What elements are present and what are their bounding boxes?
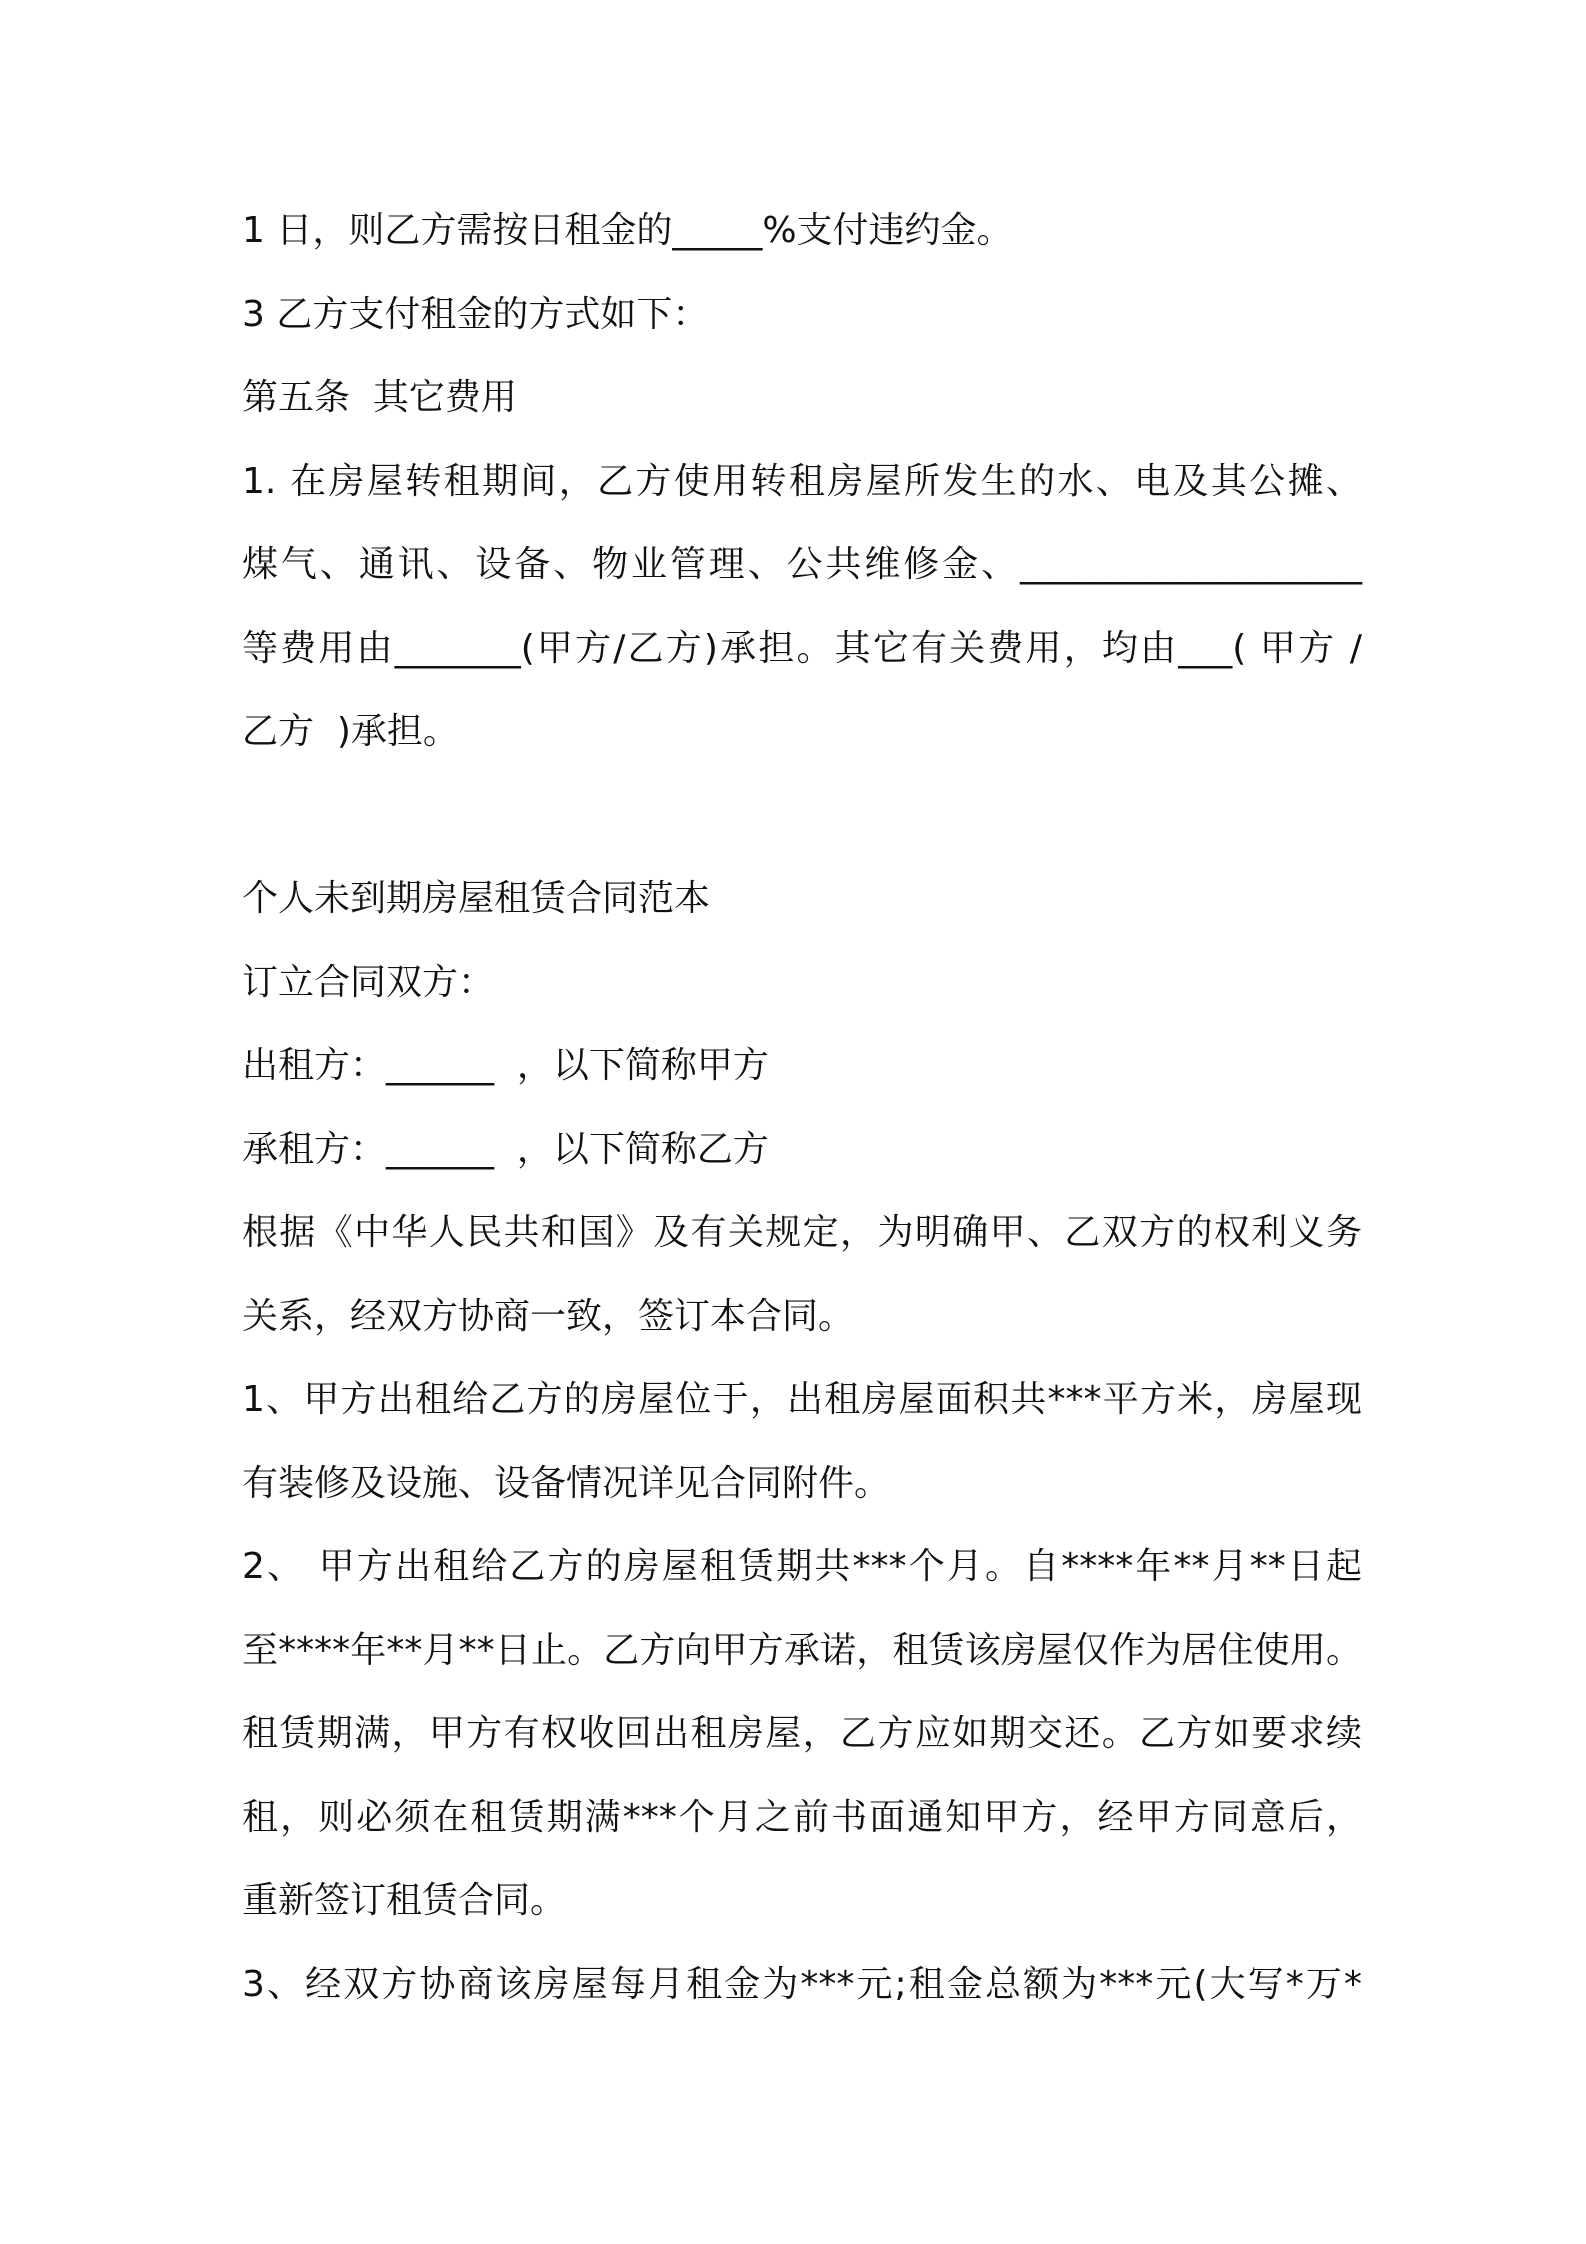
text-line: 等费用由_______(甲方/乙方)承担。其它有关费用，均由___( 甲方 /: [242, 627, 1362, 669]
contract-text: [242, 200, 1362, 2037]
text-line: 2、 甲方出租给乙方的房屋租赁期共***个月。自****年**月**日起: [242, 1546, 1362, 1587]
text-line: 1 日，则乙方需按日租金的_____%支付违约金。: [242, 210, 1013, 251]
contract-title: 个人未到期房屋租赁合同范本: [242, 878, 711, 919]
text-line: 重新签订租赁合同。: [242, 1880, 567, 1921]
text-line: 3、经双方协商该房屋每月租金为***元;租金总额为***元(大写*万*: [242, 1963, 1362, 2005]
blank-line: [242, 785, 1362, 869]
text-line: 乙方 )承担。: [242, 711, 459, 752]
text-line: 煤气、通讯、设备、物业管理、公共维修金、___________________: [242, 544, 1362, 585]
text-line: 1. 在房屋转租期间，乙方使用转租房屋所发生的水、电及其公摊、: [242, 460, 1362, 502]
lessee-line: 承租方：______ ，以下简称乙方: [242, 1128, 769, 1170]
text-line: 有装修及设施、设备情况详见合同附件。: [242, 1462, 891, 1504]
text-line: 至****年**月**日止。乙方向甲方承诺，租赁该房屋仅作为居住使用。: [242, 1629, 1362, 1671]
text-line: 关系，经双方协商一致，签订本合同。: [242, 1295, 855, 1337]
text-line: 1、甲方出租给乙方的房屋位于，出租房屋面积共***平方米，房屋现: [242, 1379, 1362, 1420]
text-line: 订立合同双方：: [242, 961, 495, 1003]
text-line: 租，则必须在租赁期满***个月之前书面通知甲方，经甲方同意后，: [242, 1796, 1362, 1838]
text-line: 根据《中华人民共和国》及有关规定，为明确甲、乙双方的权利义务: [242, 1212, 1362, 1253]
section-heading: 第五条 其它费用: [242, 377, 517, 418]
lessor-line: 出租方：______ ，以下简称甲方: [242, 1045, 769, 1086]
text-line: 租赁期满，甲方有权收回出租房屋，乙方应如期交还。乙方如要求续: [242, 1713, 1362, 1754]
text-line: 3 乙方支付租金的方式如下：: [242, 293, 709, 335]
